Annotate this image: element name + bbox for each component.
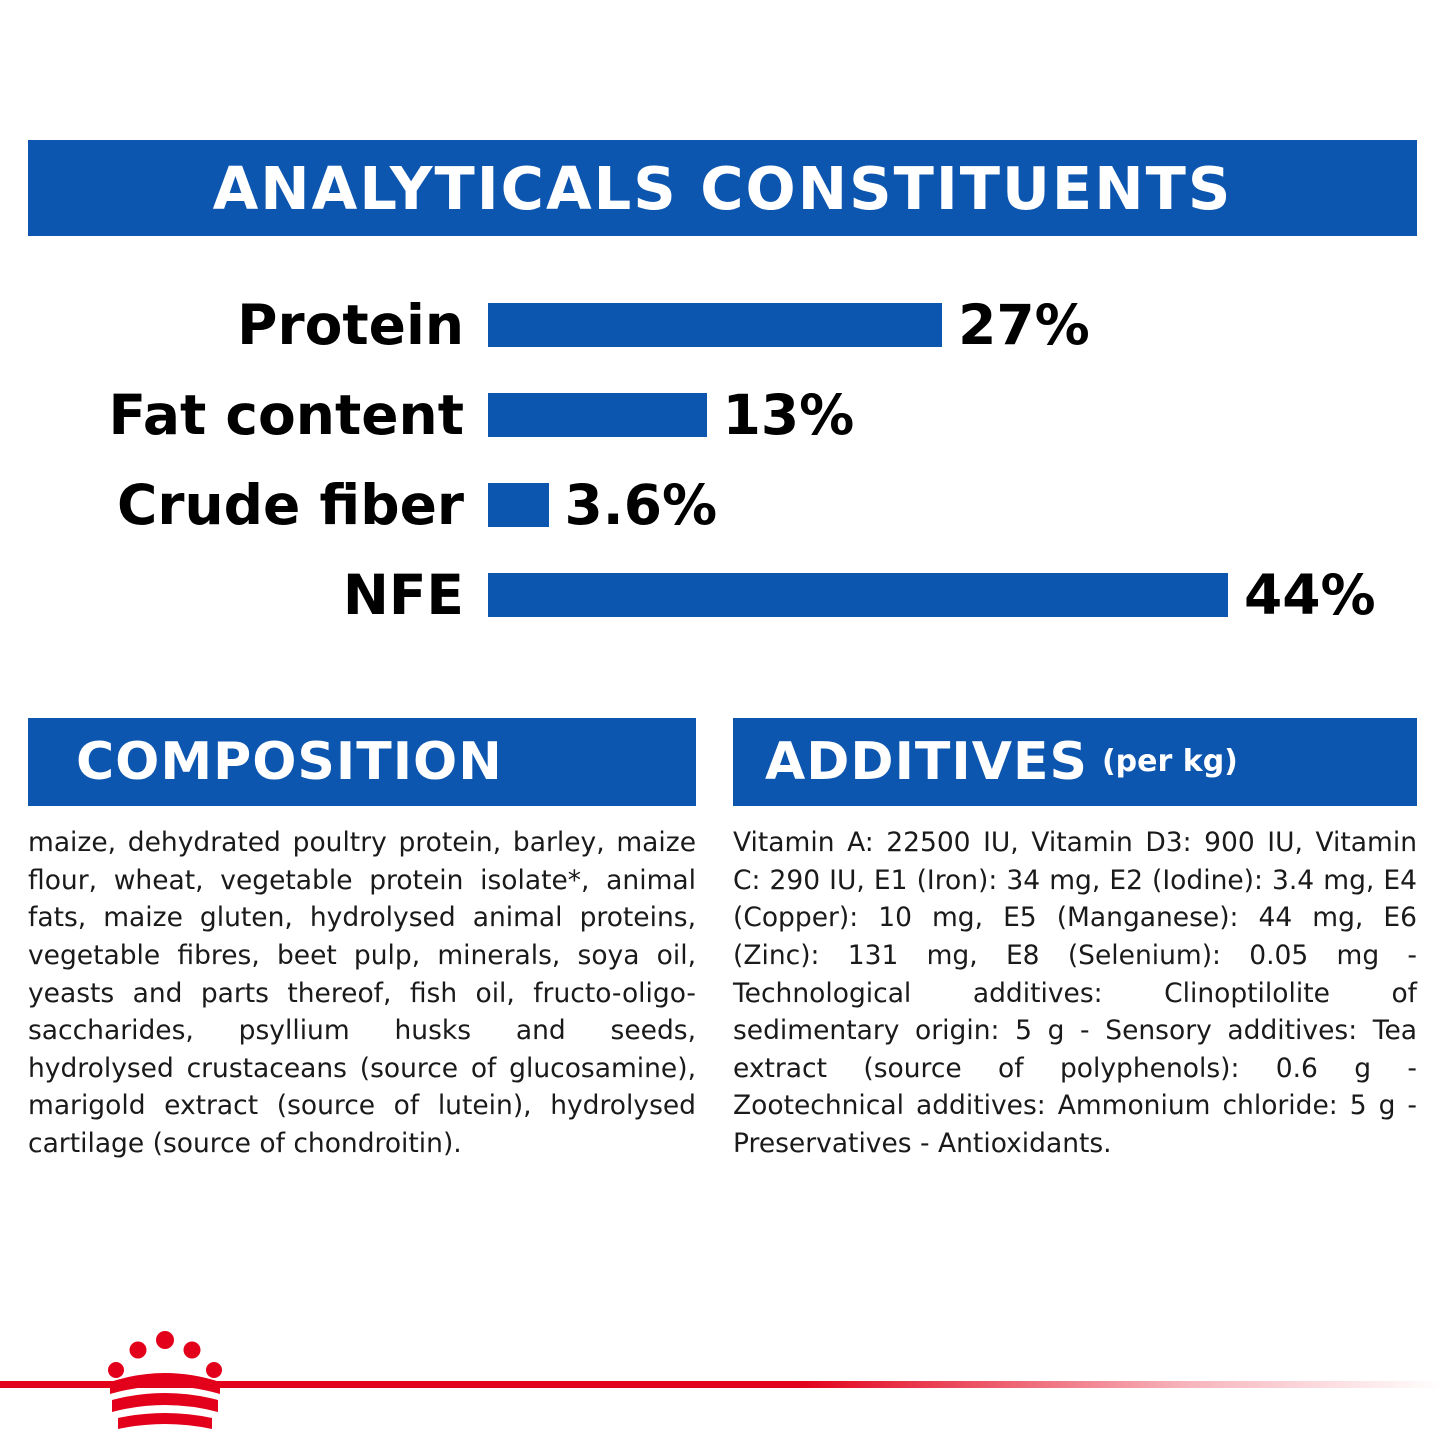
chart-row (28, 550, 1417, 640)
chart-row-value: 13% (722, 382, 855, 447)
chart-row-bar-wrap (488, 292, 1417, 357)
chart-row-bar-wrap (488, 382, 1417, 447)
composition-title: COMPOSITION (76, 732, 503, 792)
analyticals-title: ANALYTICALS CONSTITUENTS (212, 153, 1233, 223)
chart-row (28, 370, 1417, 460)
chart-row-label: Crude fiber (116, 472, 464, 537)
chart-row-label: Protein (237, 292, 464, 357)
analyticals-header (28, 140, 1417, 236)
additives-subtitle: (per kg) (1101, 744, 1238, 779)
chart-row-bar-wrap (488, 472, 1417, 537)
composition-panel (28, 718, 696, 1163)
analyticals-chart (28, 280, 1417, 640)
additives-title: ADDITIVES (765, 732, 1088, 792)
additives-header (733, 718, 1417, 806)
composition-text: maize, dehydrated poultry protein, barley, maize flour, wheat, vegetable protein isolate*, animal fats, maize gluten, hydrolysed animal proteins, vegetable fibres, beet pulp, minerals, soya oil, yeasts and parts thereof, fish oil, fructo-oligo-saccharides, psyllium husks and seeds, hydrolysed crustaceans (source of glucosamine), marigold extract (source of lutein), hydrolysed cartilage (source of chondroitin). (28, 827, 696, 1159)
additives-text: Vitamin A: 22500 IU, Vitamin D3: 900 IU, Vitamin C: 290 IU, E1 (Iron): 34 mg, E2 (Iodine): 3.4 mg, E4 (Copper): 10 mg, E5 (Manganese): 44 mg, E6 (Zinc): 131 mg, E8 (Selenium): 0.05 mg - Technological additives: Clinoptilolite of sedimentary origin: 5 g - Sensory additives: Tea extract (source of polyphenols): 0.6 g - Zootechnical additives: Ammonium chloride: 5 g - Preservatives - Antioxidants. (733, 827, 1417, 1159)
additives-panel (733, 718, 1417, 1163)
royal-canin-crown-logo (100, 1330, 230, 1435)
chart-bar (488, 483, 549, 527)
chart-bar (488, 303, 942, 347)
chart-row-value: 44% (1244, 562, 1376, 627)
composition-header (28, 718, 696, 806)
footer-divider-left (0, 1381, 90, 1388)
chart-row (28, 460, 1417, 550)
chart-row-label: Fat content (108, 382, 464, 447)
chart-row (28, 280, 1417, 370)
chart-row-value: 3.6% (564, 472, 718, 537)
chart-row-value: 27% (958, 292, 1090, 357)
chart-bar (488, 573, 1228, 617)
chart-row-label: NFE (342, 562, 464, 627)
chart-bar (488, 393, 707, 437)
chart-row-bar-wrap (488, 562, 1417, 627)
